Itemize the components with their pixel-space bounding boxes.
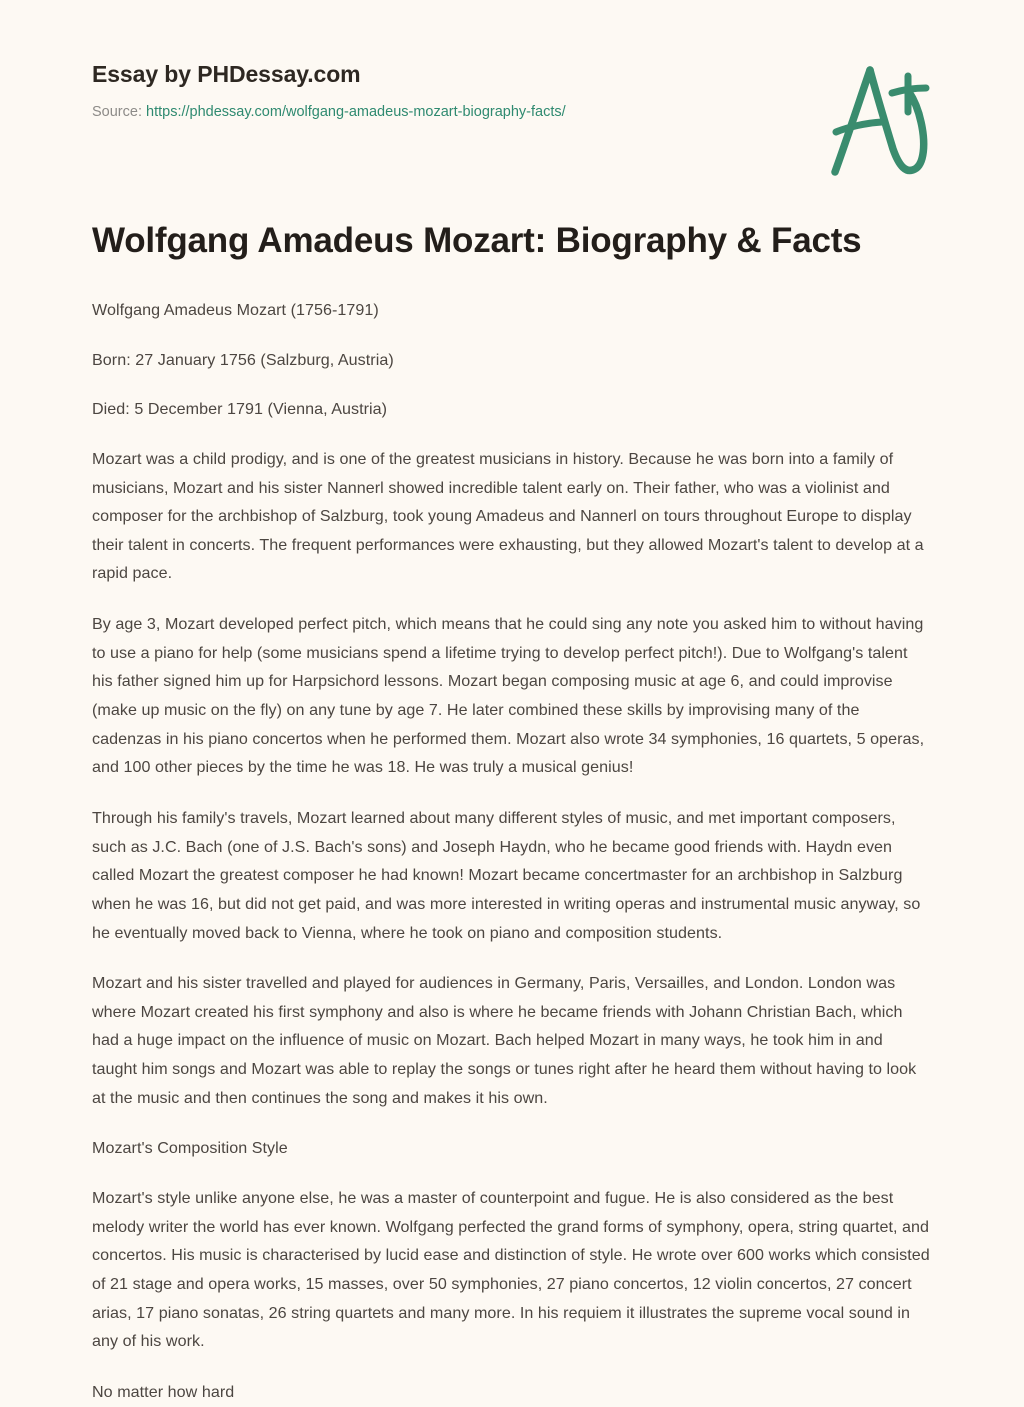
paragraph-died: Died: 5 December 1791 (Vienna, Austria) — [92, 400, 388, 419]
phdessay-a-plus-logo-icon — [820, 56, 940, 188]
section-heading-composition-style: Mozart's Composition Style — [92, 1139, 288, 1158]
paragraph-travels: Through his family's travels, Mozart learned about many different styles of music, and met important composers, such as J.C. Bach (one of J.S. Bach's sons) and Joseph Haydn, who he became good friends with. Haydn even called Mozart the greatest composer he had known! Mozart became concertmaster for an archbishop in Salzburg when he was 16, but did not get paid, and was more interested in writing operas and instrumental music anyway, so he eventually moved back to Vienna, where he took on piano and composition students. — [92, 808, 921, 942]
document-body — [92, 262, 932, 1407]
source-label: Source: — [92, 104, 142, 121]
paragraph-lifespan: Wolfgang Amadeus Mozart (1756-1791) — [92, 301, 379, 319]
page-title: Wolfgang Amadeus Mozart: Biography & Facts — [92, 221, 862, 260]
source-line — [92, 104, 932, 121]
paragraph-truncated: No matter how hard — [92, 1382, 235, 1401]
paragraph-london: Mozart and his sister travelled and played for audiences in Germany, Paris, Versailles, and London. London was where Mozart created his first symphony and also is where he became friends with Johann Christian Bach, which had a huge impact on the influence of music on Mozart. Bach helped Mozart in many ways, he took him in and taught him songs and Mozart was able to replay the songs or tunes right after he heard them without having to look at the music and then continues the song and makes it his own. — [92, 974, 917, 1107]
paragraph-style: Mozart's style unlike anyone else, he was a master of counterpoint and fugue. He is also considered as the best melody writer the world has ever known. Wolfgang perfected the grand forms of symphony, opera, string quartet, and concertos. His music is characterised by lucid ease and distinction of style. He wrote over 600 works which consisted of 21 stage and opera works, 15 masses, over 50 symphonies, 27 piano concertos, 12 violin concertos, 27 concert arias, 17 piano sonatas, 26 string quartets and many more. In his requiem it illustrates the supreme vocal sound in any of his work. — [92, 1189, 930, 1351]
document-header — [92, 0, 932, 128]
paragraph-prodigy: Mozart was a child prodigy, and is one of the greatest musicians in history. Because he was born into a family of musicians, Mozart and his sister Nannerl showed incredible talent early on. Their father, who was a violinist and composer for the archbishop of Salzburg, took young Amadeus and Nannerl on tours throughout Europe to display their talent in concerts. The frequent performances were exhausting, but they allowed Mozart's talent to develop at a rapid pace. — [92, 449, 924, 583]
brand-title: Essay by PHDessay.com — [92, 61, 361, 87]
paragraph-perfect-pitch: By age 3, Mozart developed perfect pitch, which means that he could sing any note you asked him to without having to use a piano for help (some musicians spend a lifetime trying to develop perfect pitch!). Due to Wolfgang's talent his father signed him up for Harpsichord lessons. Mozart began composing music at age 6, and could improvise (make up music on the fly) on any tune by age 7. He later combined these skills by improvising many of the cadenzas in his piano concertos when he performed them. Mozart also wrote 34 symphonies, 16 quartets, 5 operas, and 100 other pieces by the time he was 18. He was truly a musical genius! — [92, 615, 925, 777]
paragraph-born: Born: 27 January 1756 (Salzburg, Austria) — [92, 350, 394, 369]
source-url-link[interactable]: https://phdessay.com/wolfgang-amadeus-mozart-biography-facts/ — [146, 104, 566, 121]
